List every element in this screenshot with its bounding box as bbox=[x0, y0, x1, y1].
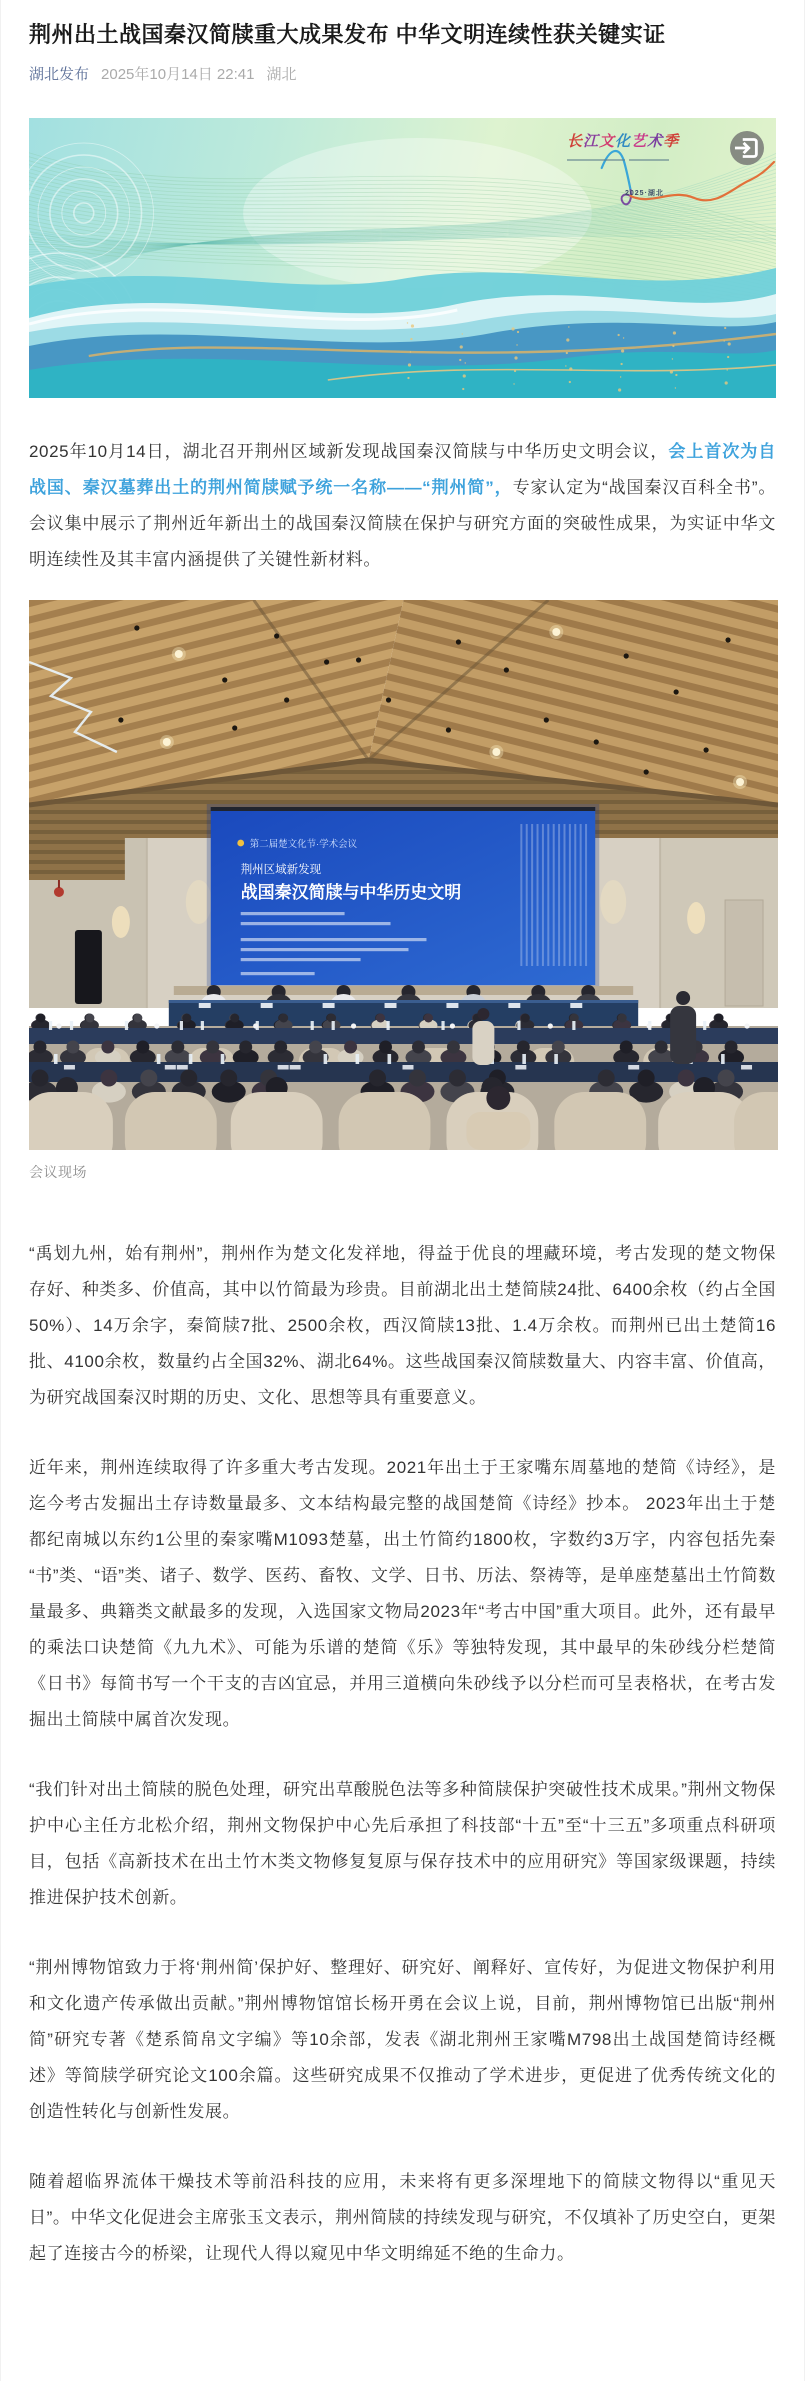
wall-sconce bbox=[687, 902, 705, 934]
screen-subtitle: 荆州区域新发现 bbox=[240, 864, 322, 877]
byline bbox=[29, 63, 776, 84]
photo-caption: 会议现场 bbox=[29, 1164, 87, 1181]
paragraph bbox=[29, 1236, 776, 1416]
banner-logo-title: 长江文化艺术季 bbox=[567, 133, 680, 151]
conference-photo-figure bbox=[29, 600, 776, 1182]
conference-photo[interactable] bbox=[29, 600, 778, 1150]
paragraph bbox=[29, 1950, 776, 2130]
wood-lintel bbox=[29, 838, 125, 880]
paragraph bbox=[29, 2164, 776, 2272]
banner-logo-smallprint bbox=[567, 151, 673, 168]
screen-session-line: 第二届楚文化节·学术会议 bbox=[249, 839, 358, 851]
banner-logo-subtitle: 2025·湖北 bbox=[625, 190, 664, 198]
body-text: 专家认定为“战国秦汉百科全书”。会议集中展示了荆州近年新出土的战国秦汉简牍在保护与研究方面的突破性成果，为实证中华文明连续性及其丰富内涵提供了关键性新材料。 bbox=[29, 478, 776, 570]
body-text: “我们针对出土简牍的脱色处理，研究出草酸脱色法等多种简牍保护突破性技术成果。”荆州文物保护中心主任方北松介绍，荆州文物保护中心先后承担了科技部“十五”至“十三五”多项重点科研项目，包括《高新技术在出土竹木类文物修复复原与保存技术中的应用研究》等国家级课题，持续推进保护技术创新。 bbox=[29, 1780, 776, 1908]
body-text: 2025年10月14日，湖北召开荆州区域新发现战国秦汉简牍与中华历史文明会议， bbox=[29, 442, 669, 462]
body-text: “荆州博物馆致力于将‘荆州简’保护好、整理好、研究好、阐释好、宣传好，为促进文物保护利用和文化遗产传承做出贡献。”荆州博物馆馆长杨开勇在会议上说，目前，荆州博物馆已出版“荆州简”研究专著《楚系简帛文字编》等10余部，发表《湖北荆州王家嘴M798出土战国楚简诗经概述》等简牍学研究论文100余篇。这些研究成果不仅推动了学术进步，更促进了优秀传统文化的创造性转化与创新性发展。 bbox=[29, 1958, 776, 2122]
source-account-link[interactable]: 湖北发布 bbox=[29, 66, 90, 84]
banner-image[interactable] bbox=[29, 118, 776, 398]
banner-logo bbox=[567, 134, 742, 198]
speaker-column bbox=[75, 930, 102, 1004]
side-door bbox=[725, 900, 763, 1006]
article-body bbox=[29, 1236, 776, 2272]
publish-location: 湖北 bbox=[266, 66, 297, 84]
paragraph bbox=[29, 1450, 776, 1738]
paragraph bbox=[29, 434, 776, 578]
wall-sconce bbox=[112, 906, 130, 938]
body-text: 随着超临界流体干燥技术等前沿科技的应用，未来将有更多深埋地下的简牍文物得以“重见天日”。中华文化促进会主席张玉文表示，荆州简牍的持续发现与研究，不仅填补了历史空白，更架起了连接古今的桥梁，让现代人得以窥见中华文明绵延不绝的生命力。 bbox=[29, 2172, 776, 2264]
conference-photo-art bbox=[29, 600, 778, 1150]
publish-date: 2025年10月14日 22:41 bbox=[101, 66, 255, 84]
article-title: 荆州出土战国秦汉简牍重大成果发布 中华文明连续性获关键实证 bbox=[29, 22, 666, 47]
highlighted-text: 会上首次为自战国、秦汉墓葬出土的荆州简牍赋予统一名称——“荆州简”， bbox=[29, 442, 776, 498]
screen-title: 战国秦汉简牍与中华历史文明 bbox=[240, 883, 462, 903]
body-text: “禹划九州，始有荆州”，荆州作为楚文化发祥地，得益于优良的埋藏环境，考古发现的楚文物保存好、种类多、价值高，其中以竹简最为珍贵。目前湖北出土楚简牍24批、6400余枚（约占全国50%）、14万余字，秦简牍7批、2500余枚，西汉简牍13批、1.4万余枚。而荆州已出土楚简16批、4100余枚，数量约占全国32%、湖北64%。这些战国秦汉简牍数量大、内容丰富、价值高，为研究战国秦汉时期的历史、文化、思想等具有重要意义。 bbox=[29, 1244, 776, 1408]
paragraph bbox=[29, 1772, 776, 1916]
expand-icon[interactable] bbox=[730, 131, 764, 165]
body-text: 近年来，荆州连续取得了许多重大考古发现。2021年出土于王家嘴东周墓地的楚简《诗经》，是迄今考古发掘出土存诗数量最多、文本结构最完整的战国楚简《诗经》抄本。 2023年出土于楚都纪南城以东约1公里的秦家嘴M1093楚墓，出土竹简约1800枚，字数约3万字，内容包括先秦“书”类、“语”类、诸子、数学、医药、畜牧、文学、日书、历法、祭祷等，是单座楚墓出土竹简数量最多、典籍类文献最多的发现，入选国家文物局2023年“考古中国”重大项目。此外，还有最早的乘法口诀楚简《九九术》、可能为乐谱的楚简《乐》等独特发现，其中最早的朱砂线分栏楚简《日书》每简书写一个干支的吉凶宜忌，并用三道横向朱砂线予以分栏而可呈表格状，在考古发掘出土简牍中属首次发现。 bbox=[29, 1458, 776, 1730]
wall-ornament bbox=[54, 887, 64, 897]
article-body-top bbox=[29, 434, 776, 578]
